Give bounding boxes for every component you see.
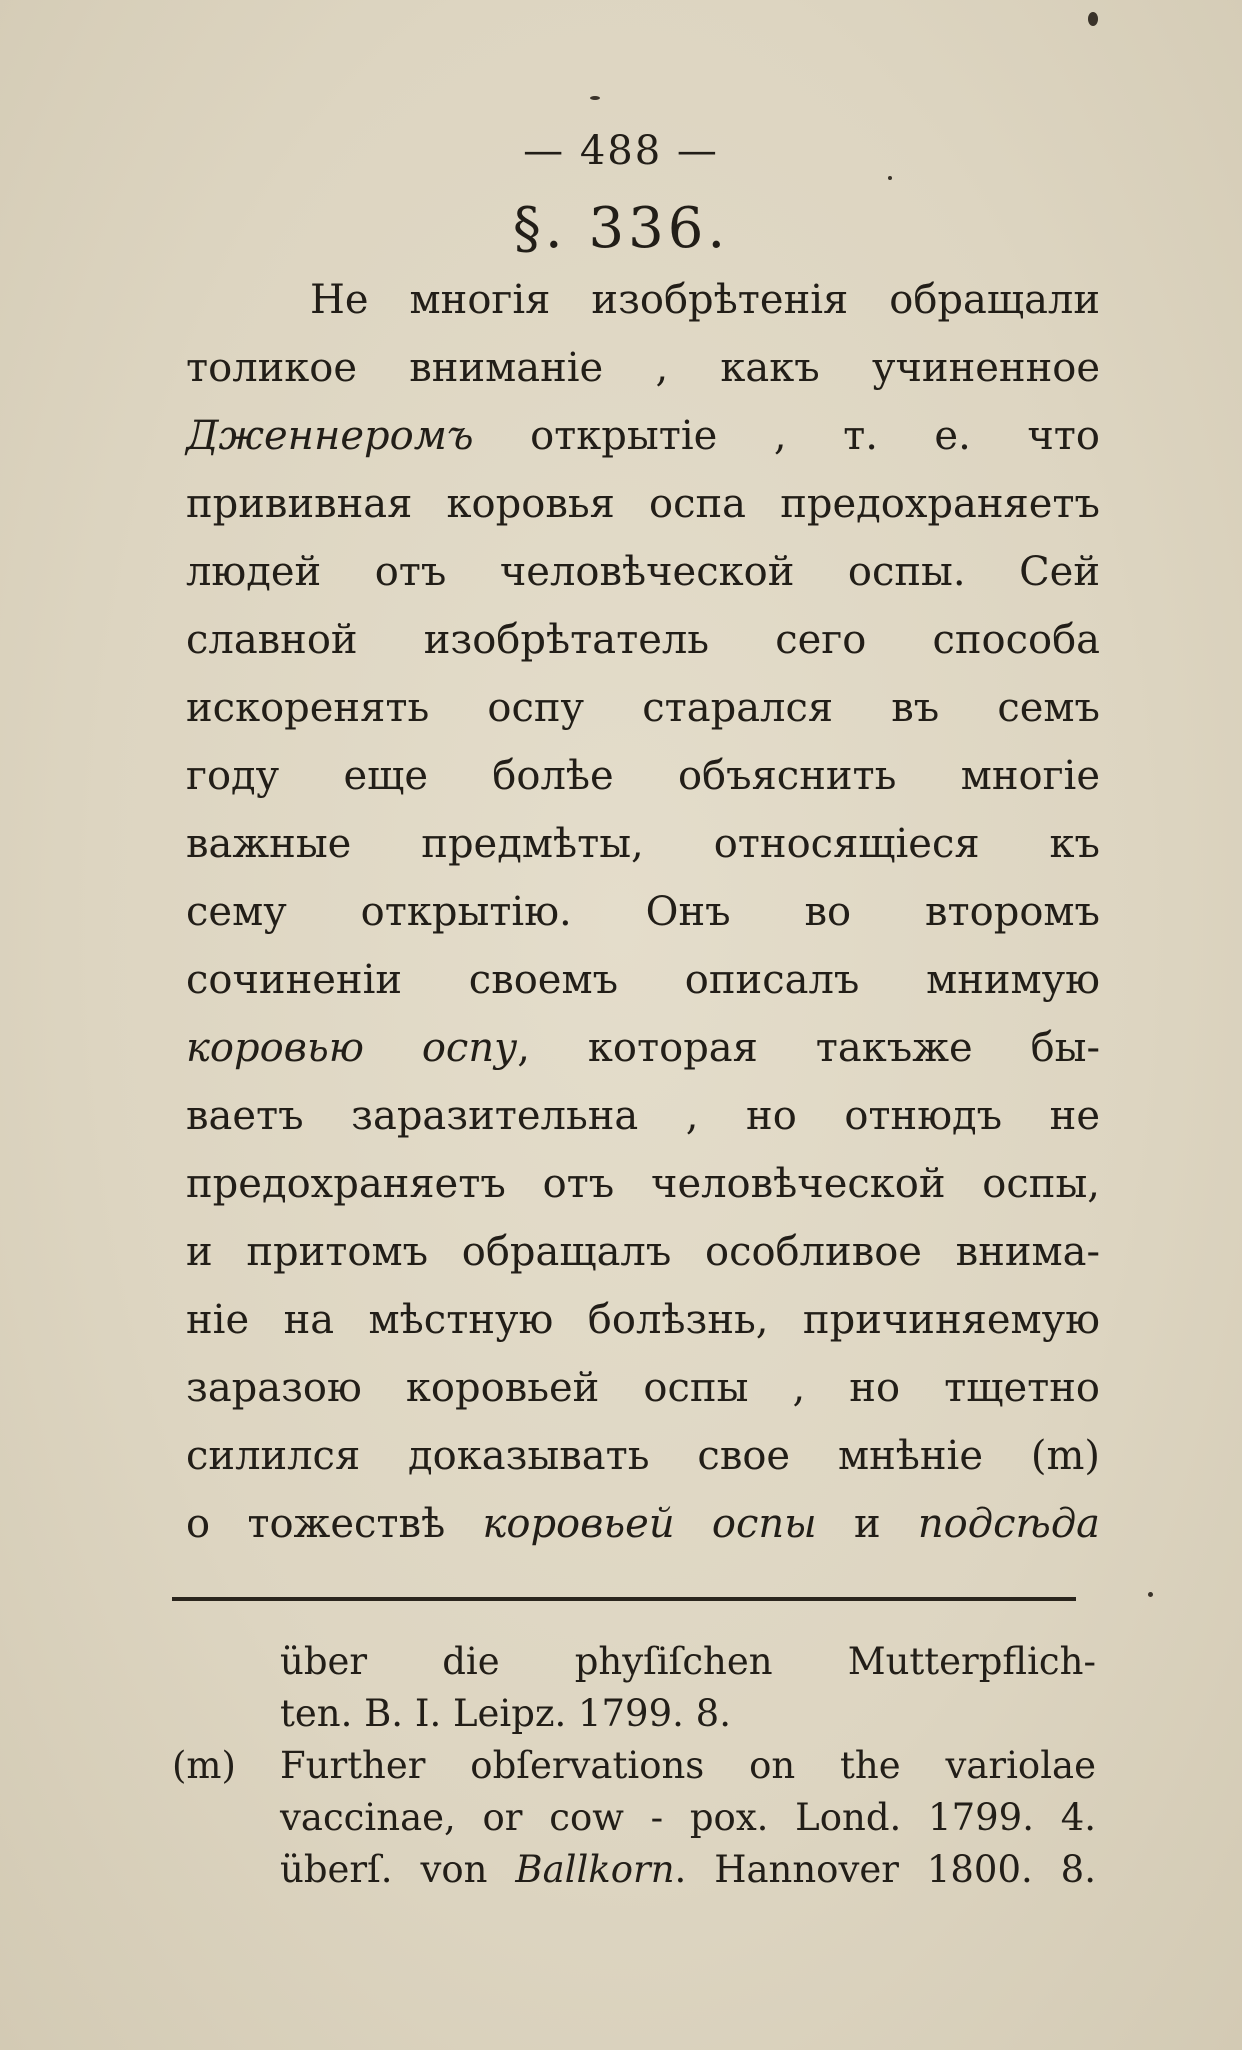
text-segment: ваетъ заразительна , но отнюдъ не	[186, 1093, 1100, 1139]
text-line	[186, 1082, 1100, 1150]
text-line	[186, 878, 1100, 946]
text-line	[186, 946, 1100, 1014]
footnote-italic-name: Ballkorn	[515, 1848, 675, 1891]
text-segment: заразою коровьей оспы , но тщетно	[186, 1365, 1100, 1411]
ink-speck	[1148, 1592, 1153, 1597]
text-line	[186, 538, 1100, 606]
italic-text: коровьей оспы	[482, 1501, 817, 1547]
text-line	[186, 674, 1100, 742]
ink-speck	[590, 96, 600, 100]
footnote-m	[172, 1740, 1096, 1792]
footnote-rule	[172, 1597, 1076, 1601]
footnotes	[172, 1636, 1096, 1896]
footnote-continuation-line: über die phyſiſchen Mutterpflich-	[280, 1640, 1096, 1683]
text-line	[186, 1286, 1100, 1354]
text-segment: толикое вниманіе , какъ учиненное	[186, 345, 1100, 391]
page-number: — 488 —	[523, 128, 719, 174]
text-line	[186, 1422, 1100, 1490]
text-line	[186, 266, 1100, 334]
text-line	[186, 1354, 1100, 1422]
section-heading: §. 336.	[512, 196, 730, 261]
text-segment: силился доказывать свое мнѣніе (m)	[186, 1433, 1100, 1479]
footnote-marker: (m)	[172, 1744, 236, 1787]
text-segment: прививная коровья оспа предохраняетъ	[186, 481, 1100, 527]
text-segment: Не многія изобрѣтенія обращали	[310, 277, 1100, 323]
text-segment: ніе на мѣстную болѣзнь, причиняемую	[186, 1297, 1100, 1343]
text-segment: , которая такъже бы-	[517, 1025, 1100, 1071]
footnote-line	[172, 1844, 1096, 1896]
italic-text: подсѣда	[917, 1501, 1101, 1547]
text-segment: важные предмѣты, относящіеся къ	[186, 821, 1100, 867]
italic-text: коровью оспу	[186, 1025, 518, 1071]
text-line	[186, 470, 1100, 538]
text-segment: людей отъ человѣческой оспы. Сей	[186, 549, 1100, 595]
text-segment: сему открытію. Онъ во второмъ	[186, 889, 1100, 935]
text-line	[186, 1218, 1100, 1286]
text-line	[186, 810, 1100, 878]
text-segment: предохраняетъ отъ человѣческой оспы,	[186, 1161, 1100, 1207]
text-segment: искоренять оспу старался въ семъ	[186, 685, 1100, 731]
text-line	[186, 1150, 1100, 1218]
footnote-line: vaccinae, or cow - pox. Lond. 1799. 4.	[280, 1796, 1096, 1839]
text-segment: году еще болѣе объяснить многіе	[186, 753, 1100, 799]
main-paragraph	[186, 266, 1100, 1558]
italic-text: Дженнеромъ	[186, 413, 474, 459]
text-line	[186, 742, 1100, 810]
ink-speck	[1088, 12, 1098, 26]
text-line	[186, 606, 1100, 674]
footnote-text: überſ. von	[280, 1848, 516, 1891]
text-segment: и притомъ обращалъ особливое внима-	[186, 1229, 1100, 1275]
footnote-continuation-line: ten. B. I. Leipz. 1799. 8.	[280, 1692, 731, 1735]
text-line	[186, 1490, 1100, 1558]
text-segment: и	[816, 1501, 918, 1547]
text-segment: славной изобрѣтатель сего способа	[186, 617, 1100, 663]
text-segment: сочиненіи своемъ описалъ мнимую	[186, 957, 1100, 1003]
text-segment: о тожествѣ	[186, 1501, 483, 1547]
text-line	[186, 334, 1100, 402]
footnote-line: Further obſervations on the variolae	[280, 1744, 1096, 1787]
footnote-text: . Hannover 1800. 8.	[674, 1848, 1096, 1891]
text-line	[186, 1014, 1100, 1082]
text-line	[186, 402, 1100, 470]
ink-speck	[888, 176, 892, 180]
text-segment: открытіе , т. е. что	[473, 413, 1100, 459]
